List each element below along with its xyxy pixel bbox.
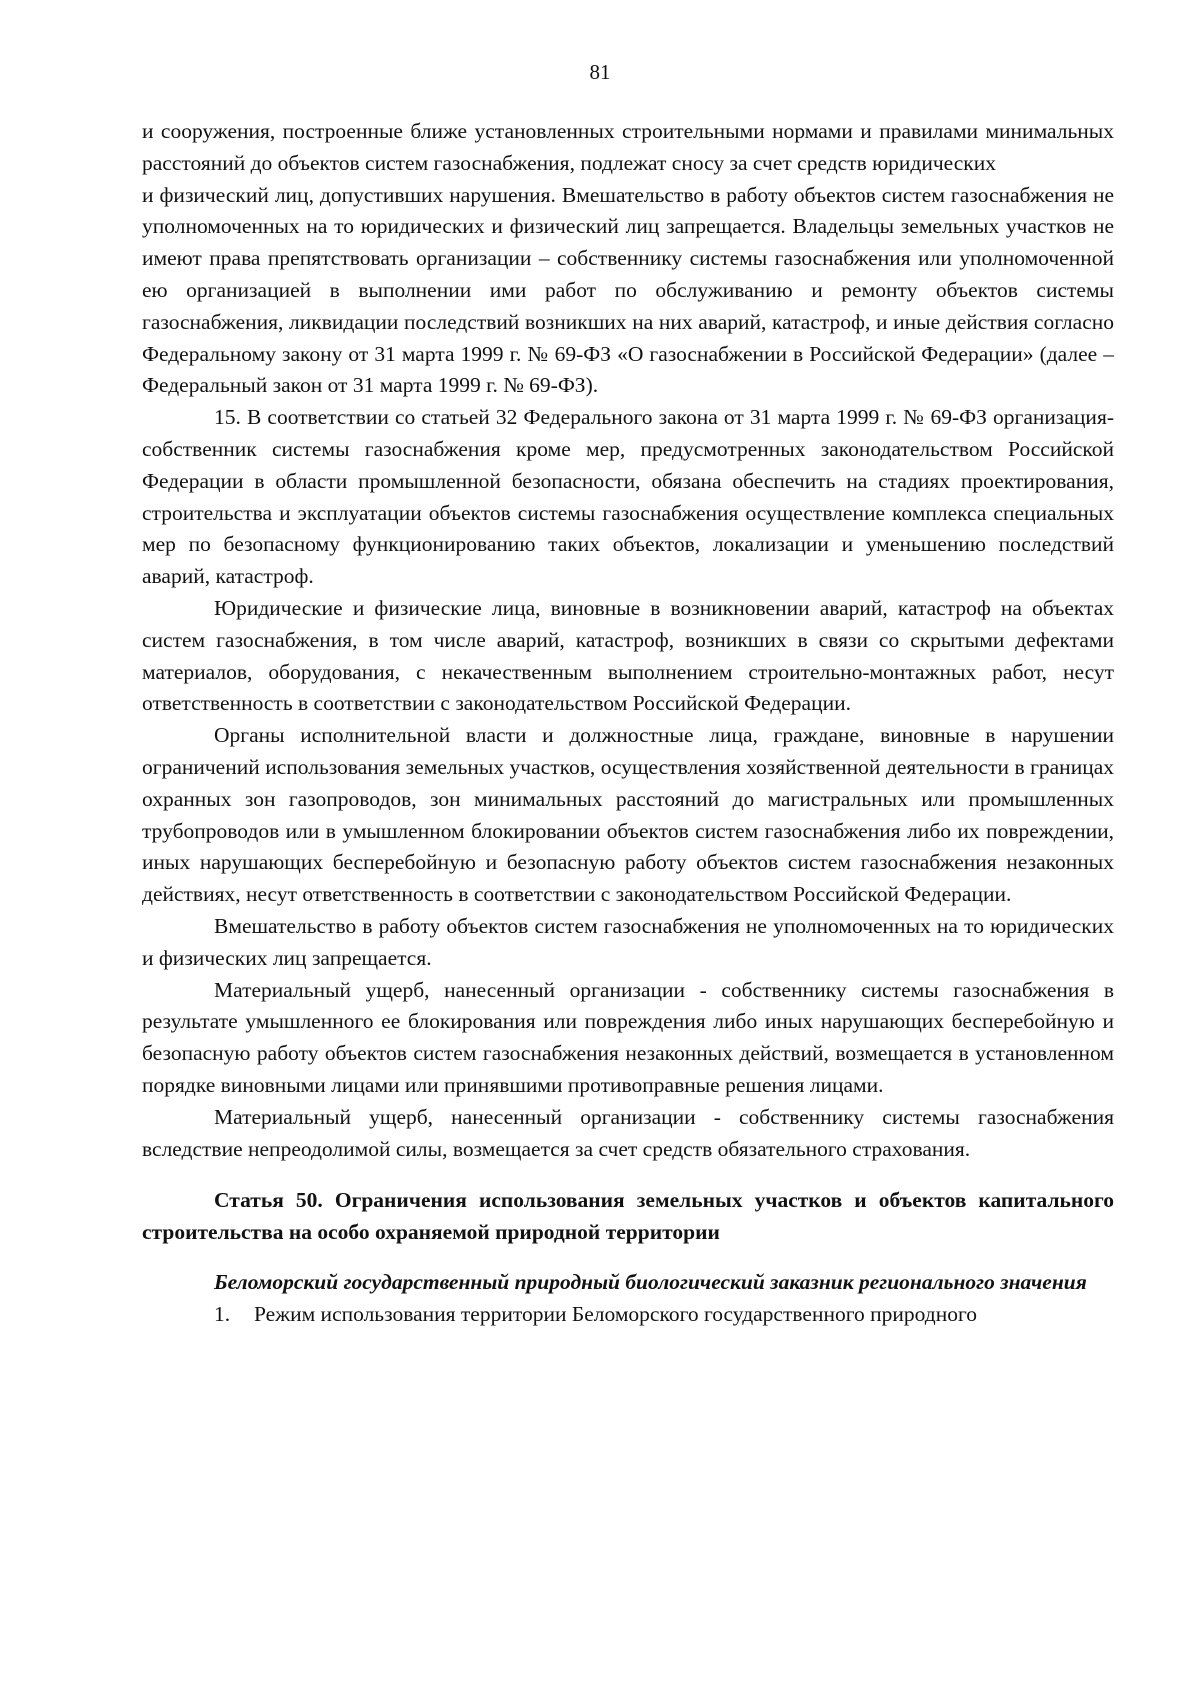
paragraph-damage-compensation: Материальный ущерб, нанесенный организации - собственнику системы газоснабжения в результате умышленного ее блокирования или повреждения либо иных нарушающих бесперебойную и безопасную работу объектов систем газоснабжения незаконных действий, возмещается в установленном порядке виновными лицами или принявшими противоправные решения лицами. <box>142 977 1114 1097</box>
list-item-number: 1. <box>214 1301 231 1326</box>
page-number: 81 <box>589 60 611 84</box>
paragraph-liability-accidents: Юридические и физические лица, виновные в возникновении аварий, катастроф на объектах систем газоснабжения, в том числе аварий, катастроф, возникших в связи со скрытыми дефектами материалов, оборудования, с некачественным выполнением строительно-монтажных работ, несут ответственность в соответствии с законодательством Российской Федерации. <box>142 595 1114 716</box>
list-item-text: Режим использования территории Беломорского государственного природного <box>254 1301 977 1326</box>
article-heading: Статья 50. Ограничения использования земельных участков и объектов капитального строительства на особо охраняемой природной территории <box>142 1188 1114 1245</box>
section-subheading: Беломорский государственный природный биологический заказник регионального значения <box>214 1269 1087 1294</box>
document-body <box>142 116 1114 1330</box>
list-item <box>142 1299 1114 1331</box>
paragraph-liability-authorities: Органы исполнительной власти и должностные лица, граждане, виновные в нарушении ограничений использования земельных участков, осуществления хозяйственной деятельности в границах охранных зон газопроводов, зон минимальных расстояний до магистральных или промышленных трубопроводов или в умышленном блокировании объектов систем газоснабжения либо их повреждении, иных нарушающих бесперебойную и безопасную работу объектов систем газоснабжения незаконных действиях, несут ответственность в соответствии с законодательством Российской Федерации. <box>142 723 1114 907</box>
paragraph-force-majeure: Материальный ущерб, нанесенный организации - собственнику системы газоснабжения вследствие непреодолимой силы, возмещается за счет средств обязательного страхования. <box>142 1104 1114 1161</box>
paragraph-interference-prohibited: Вмешательство в работу объектов систем газоснабжения не уполномоченных на то юридических и физических лиц запрещается. <box>142 913 1114 970</box>
paragraph-item-15: 15. В соответствии со статьей 32 Федерального закона от 31 марта 1999 г. № 69-ФЗ организация-собственник системы газоснабжения кроме мер, предусмотренных законодательством Российской Федерации в области промышленной безопасности, обязана обеспечить на стадиях проектирования, строительства и эксплуатации объектов системы газоснабжения осуществление комплекса специальных мер по безопасному функционированию таких объектов, локализации и уменьшению последствий аварий, катастроф. <box>142 405 1114 589</box>
paragraph-continued: и физический лиц, допустивших нарушения. Вмешательство в работу объектов систем газоснабжения не уполномоченных на то юридических и физический лиц запрещается. Владельцы земельных участков не имеют права препятствовать организации – собственнику системы газоснабжения или уполномоченной ею организацией в выполнении ими работ по обслуживанию и ремонту объектов системы газоснабжения, ликвидации последствий возникших на них аварий, катастроф, и иные действия согласно Федеральному закону от 31 марта 1999 г. № 69-ФЗ «О газоснабжении в Российской Федерации» (далее – Федеральный закон от 31 марта 1999 г. № 69-ФЗ). <box>142 182 1114 398</box>
paragraph-continued-fragment: и сооружения, построенные ближе установленных строительными нормами и правилами минимальных расстояний до объектов систем газоснабжения, подлежат сносу за счет средств юридических <box>142 119 1114 175</box>
